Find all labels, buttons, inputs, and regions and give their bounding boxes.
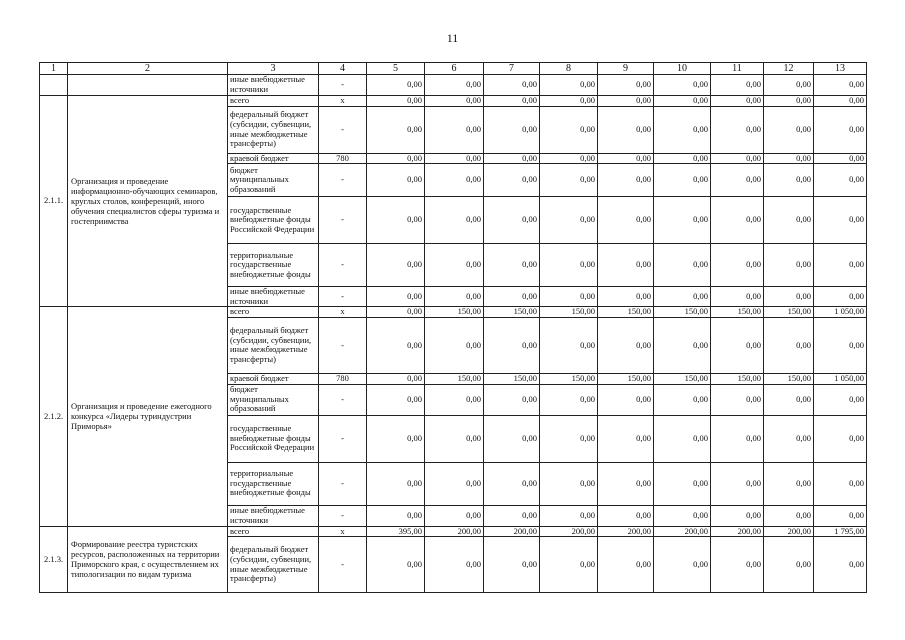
code-cell: - bbox=[319, 317, 367, 373]
item-title: Формирование реестра туристских ресурсов, расположенных на территории Приморского края, с осуществлением их типологизации по видам туризма bbox=[68, 526, 228, 593]
value-cell: 150,00 bbox=[425, 373, 484, 384]
code-cell: х bbox=[319, 307, 367, 318]
value-cell: 0,00 bbox=[540, 287, 598, 307]
value-cell: 0,00 bbox=[711, 164, 764, 197]
value-cell: 0,00 bbox=[484, 106, 540, 153]
value-cell: 0,00 bbox=[711, 106, 764, 153]
column-header: 1 bbox=[40, 63, 68, 75]
value-cell: 150,00 bbox=[540, 373, 598, 384]
funding-source-cell: государственные внебюджетные фонды Российской Федерации bbox=[228, 197, 319, 244]
value-cell: 0,00 bbox=[484, 537, 540, 593]
value-cell: 0,00 bbox=[367, 384, 425, 415]
value-cell: 200,00 bbox=[598, 526, 654, 537]
value-cell: 0,00 bbox=[484, 75, 540, 96]
value-cell: 0,00 bbox=[711, 415, 764, 462]
value-cell: 0,00 bbox=[654, 244, 711, 287]
value-cell: 0,00 bbox=[484, 244, 540, 287]
value-cell: 0,00 bbox=[598, 505, 654, 526]
value-cell: 0,00 bbox=[711, 537, 764, 593]
value-cell: 0,00 bbox=[540, 244, 598, 287]
value-cell: 0,00 bbox=[484, 96, 540, 107]
table-row bbox=[40, 526, 867, 537]
value-cell: 0,00 bbox=[764, 505, 814, 526]
value-cell: 1 050,00 bbox=[814, 307, 867, 318]
value-cell: 0,00 bbox=[764, 153, 814, 164]
value-cell: 0,00 bbox=[764, 462, 814, 505]
value-cell: 0,00 bbox=[764, 244, 814, 287]
value-cell: 0,00 bbox=[484, 164, 540, 197]
funding-source-cell: территориальные государственные внебюджетные фонды bbox=[228, 462, 319, 505]
value-cell: 1 050,00 bbox=[814, 373, 867, 384]
value-cell: 0,00 bbox=[654, 96, 711, 107]
code-cell: х bbox=[319, 96, 367, 107]
value-cell: 0,00 bbox=[814, 287, 867, 307]
funding-source-cell: всего bbox=[228, 307, 319, 318]
value-cell: 0,00 bbox=[711, 317, 764, 373]
value-cell: 0,00 bbox=[598, 244, 654, 287]
value-cell: 0,00 bbox=[540, 317, 598, 373]
value-cell: 0,00 bbox=[425, 244, 484, 287]
value-cell: 0,00 bbox=[764, 415, 814, 462]
value-cell: 0,00 bbox=[598, 384, 654, 415]
column-header: 9 bbox=[598, 63, 654, 75]
value-cell: 0,00 bbox=[814, 462, 867, 505]
item-title: Организация и проведение ежегодного конкурса «Лидеры туриндустрии Приморья» bbox=[68, 307, 228, 526]
code-cell: - bbox=[319, 505, 367, 526]
funding-source-cell: краевой бюджет bbox=[228, 153, 319, 164]
value-cell: 0,00 bbox=[711, 287, 764, 307]
value-cell: 0,00 bbox=[540, 537, 598, 593]
value-cell: 150,00 bbox=[598, 373, 654, 384]
code-cell: - bbox=[319, 384, 367, 415]
code-cell: - bbox=[319, 537, 367, 593]
value-cell: 0,00 bbox=[654, 164, 711, 197]
value-cell: 0,00 bbox=[654, 287, 711, 307]
value-cell: 0,00 bbox=[814, 164, 867, 197]
code-cell: 780 bbox=[319, 373, 367, 384]
value-cell: 0,00 bbox=[814, 106, 867, 153]
page-number: 11 bbox=[446, 31, 459, 45]
value-cell: 0,00 bbox=[367, 505, 425, 526]
value-cell: 0,00 bbox=[367, 164, 425, 197]
value-cell: 150,00 bbox=[654, 373, 711, 384]
value-cell: 0,00 bbox=[425, 415, 484, 462]
code-cell: - bbox=[319, 75, 367, 96]
value-cell: 150,00 bbox=[711, 307, 764, 318]
value-cell: 0,00 bbox=[654, 317, 711, 373]
code-cell: - bbox=[319, 197, 367, 244]
column-header: 6 bbox=[425, 63, 484, 75]
value-cell: 0,00 bbox=[598, 96, 654, 107]
value-cell: 0,00 bbox=[425, 537, 484, 593]
value-cell: 0,00 bbox=[367, 415, 425, 462]
item-index: 2.1.3. bbox=[40, 526, 68, 593]
value-cell: 0,00 bbox=[367, 106, 425, 153]
value-cell: 0,00 bbox=[711, 505, 764, 526]
value-cell: 0,00 bbox=[425, 505, 484, 526]
value-cell: 0,00 bbox=[814, 384, 867, 415]
value-cell: 0,00 bbox=[484, 317, 540, 373]
value-cell: 200,00 bbox=[711, 526, 764, 537]
code-cell: х bbox=[319, 526, 367, 537]
value-cell: 0,00 bbox=[598, 197, 654, 244]
value-cell: 0,00 bbox=[654, 415, 711, 462]
table-row bbox=[40, 307, 867, 318]
value-cell: 0,00 bbox=[598, 415, 654, 462]
index-cell-empty bbox=[40, 75, 68, 96]
value-cell: 0,00 bbox=[540, 505, 598, 526]
value-cell: 0,00 bbox=[540, 75, 598, 96]
value-cell: 0,00 bbox=[814, 96, 867, 107]
value-cell: 0,00 bbox=[814, 244, 867, 287]
value-cell: 0,00 bbox=[484, 415, 540, 462]
value-cell: 0,00 bbox=[425, 384, 484, 415]
code-cell: - bbox=[319, 462, 367, 505]
value-cell: 0,00 bbox=[654, 197, 711, 244]
value-cell: 0,00 bbox=[540, 197, 598, 244]
value-cell: 0,00 bbox=[367, 537, 425, 593]
value-cell: 0,00 bbox=[540, 153, 598, 164]
code-cell: - bbox=[319, 164, 367, 197]
value-cell: 0,00 bbox=[425, 317, 484, 373]
column-header: 4 bbox=[319, 63, 367, 75]
value-cell: 0,00 bbox=[484, 462, 540, 505]
value-cell: 200,00 bbox=[654, 526, 711, 537]
value-cell: 0,00 bbox=[367, 317, 425, 373]
value-cell: 0,00 bbox=[814, 537, 867, 593]
item-title: Организация и проведение информационно-обучающих семинаров, круглых столов, конференций, иного обучения специалистов сферы туризма и гостеприимства bbox=[68, 96, 228, 307]
item-index: 2.1.1. bbox=[40, 96, 68, 307]
value-cell: 0,00 bbox=[598, 287, 654, 307]
value-cell: 0,00 bbox=[425, 106, 484, 153]
value-cell: 0,00 bbox=[425, 96, 484, 107]
value-cell: 0,00 bbox=[540, 384, 598, 415]
funding-source-cell: федеральный бюджет (субсидии, субвенции, иные межбюджетные трансферты) bbox=[228, 106, 319, 153]
value-cell: 0,00 bbox=[367, 96, 425, 107]
value-cell: 0,00 bbox=[484, 505, 540, 526]
value-cell: 0,00 bbox=[598, 462, 654, 505]
value-cell: 0,00 bbox=[367, 75, 425, 96]
column-header: 7 bbox=[484, 63, 540, 75]
funding-source-cell: бюджет муниципальных образований bbox=[228, 164, 319, 197]
value-cell: 0,00 bbox=[598, 153, 654, 164]
value-cell: 0,00 bbox=[540, 462, 598, 505]
column-header: 11 bbox=[711, 63, 764, 75]
code-cell: - bbox=[319, 415, 367, 462]
value-cell: 0,00 bbox=[654, 384, 711, 415]
value-cell: 0,00 bbox=[540, 106, 598, 153]
value-cell: 0,00 bbox=[711, 462, 764, 505]
value-cell: 395,00 bbox=[367, 526, 425, 537]
value-cell: 0,00 bbox=[598, 164, 654, 197]
table-row bbox=[40, 75, 867, 96]
value-cell: 0,00 bbox=[367, 462, 425, 505]
code-cell: - bbox=[319, 106, 367, 153]
column-header: 5 bbox=[367, 63, 425, 75]
column-header: 10 bbox=[654, 63, 711, 75]
value-cell: 0,00 bbox=[814, 75, 867, 96]
value-cell: 0,00 bbox=[764, 197, 814, 244]
value-cell: 0,00 bbox=[598, 106, 654, 153]
funding-source-cell: территориальные государственные внебюджетные фонды bbox=[228, 244, 319, 287]
value-cell: 0,00 bbox=[598, 75, 654, 96]
value-cell: 200,00 bbox=[540, 526, 598, 537]
value-cell: 0,00 bbox=[367, 244, 425, 287]
value-cell: 0,00 bbox=[425, 75, 484, 96]
value-cell: 0,00 bbox=[711, 153, 764, 164]
value-cell: 1 795,00 bbox=[814, 526, 867, 537]
value-cell: 0,00 bbox=[764, 96, 814, 107]
value-cell: 0,00 bbox=[711, 96, 764, 107]
funding-source-cell: бюджет муниципальных образований bbox=[228, 384, 319, 415]
value-cell: 0,00 bbox=[598, 317, 654, 373]
value-cell: 150,00 bbox=[425, 307, 484, 318]
value-cell: 0,00 bbox=[711, 244, 764, 287]
code-cell: - bbox=[319, 244, 367, 287]
value-cell: 0,00 bbox=[764, 164, 814, 197]
value-cell: 150,00 bbox=[484, 373, 540, 384]
value-cell: 150,00 bbox=[764, 373, 814, 384]
value-cell: 0,00 bbox=[484, 384, 540, 415]
value-cell: 200,00 bbox=[484, 526, 540, 537]
value-cell: 0,00 bbox=[598, 537, 654, 593]
value-cell: 0,00 bbox=[367, 287, 425, 307]
value-cell: 0,00 bbox=[711, 197, 764, 244]
value-cell: 0,00 bbox=[367, 197, 425, 244]
value-cell: 0,00 bbox=[764, 106, 814, 153]
value-cell: 200,00 bbox=[425, 526, 484, 537]
funding-source-cell: федеральный бюджет (субсидии, субвенции, иные межбюджетные трансферты) bbox=[228, 537, 319, 593]
value-cell: 0,00 bbox=[711, 75, 764, 96]
table-body bbox=[40, 63, 867, 593]
value-cell: 150,00 bbox=[764, 307, 814, 318]
funding-source-cell: государственные внебюджетные фонды Российской Федерации bbox=[228, 415, 319, 462]
column-header: 3 bbox=[228, 63, 319, 75]
value-cell: 0,00 bbox=[425, 287, 484, 307]
value-cell: 0,00 bbox=[654, 462, 711, 505]
value-cell: 0,00 bbox=[425, 164, 484, 197]
value-cell: 150,00 bbox=[654, 307, 711, 318]
value-cell: 0,00 bbox=[764, 317, 814, 373]
value-cell: 150,00 bbox=[484, 307, 540, 318]
value-cell: 0,00 bbox=[484, 287, 540, 307]
value-cell: 150,00 bbox=[711, 373, 764, 384]
value-cell: 0,00 bbox=[654, 537, 711, 593]
value-cell: 0,00 bbox=[367, 153, 425, 164]
funding-source-cell: краевой бюджет bbox=[228, 373, 319, 384]
value-cell: 0,00 bbox=[367, 373, 425, 384]
value-cell: 0,00 bbox=[540, 164, 598, 197]
value-cell: 0,00 bbox=[764, 384, 814, 415]
value-cell: 0,00 bbox=[654, 106, 711, 153]
funding-source-cell: всего bbox=[228, 96, 319, 107]
value-cell: 0,00 bbox=[764, 537, 814, 593]
funding-source-cell: иные внебюджетные источники bbox=[228, 505, 319, 526]
value-cell: 0,00 bbox=[425, 197, 484, 244]
value-cell: 150,00 bbox=[598, 307, 654, 318]
value-cell: 0,00 bbox=[484, 153, 540, 164]
value-cell: 0,00 bbox=[814, 153, 867, 164]
funding-source-cell: иные внебюджетные источники bbox=[228, 287, 319, 307]
column-header: 13 bbox=[814, 63, 867, 75]
column-header: 8 bbox=[540, 63, 598, 75]
code-cell: - bbox=[319, 287, 367, 307]
column-header: 12 bbox=[764, 63, 814, 75]
item-index: 2.1.2. bbox=[40, 307, 68, 526]
title-cell-empty bbox=[68, 75, 228, 96]
value-cell: 0,00 bbox=[654, 75, 711, 96]
value-cell: 200,00 bbox=[764, 526, 814, 537]
value-cell: 0,00 bbox=[764, 287, 814, 307]
value-cell: 0,00 bbox=[425, 462, 484, 505]
value-cell: 0,00 bbox=[711, 384, 764, 415]
funding-source-cell: всего bbox=[228, 526, 319, 537]
value-cell: 0,00 bbox=[540, 96, 598, 107]
header-row bbox=[40, 63, 867, 75]
funding-source-cell: федеральный бюджет (субсидии, субвенции, иные межбюджетные трансферты) bbox=[228, 317, 319, 373]
column-header: 2 bbox=[68, 63, 228, 75]
value-cell: 0,00 bbox=[814, 415, 867, 462]
budget-table bbox=[39, 62, 867, 593]
value-cell: 0,00 bbox=[654, 153, 711, 164]
value-cell: 0,00 bbox=[814, 317, 867, 373]
code-cell: 780 bbox=[319, 153, 367, 164]
value-cell: 0,00 bbox=[425, 153, 484, 164]
value-cell: 0,00 bbox=[484, 197, 540, 244]
funding-source-cell: иные внебюджетные источники bbox=[228, 75, 319, 96]
value-cell: 150,00 bbox=[540, 307, 598, 318]
value-cell: 0,00 bbox=[367, 307, 425, 318]
value-cell: 0,00 bbox=[814, 197, 867, 244]
table-row bbox=[40, 96, 867, 107]
value-cell: 0,00 bbox=[814, 505, 867, 526]
value-cell: 0,00 bbox=[540, 415, 598, 462]
value-cell: 0,00 bbox=[654, 505, 711, 526]
value-cell: 0,00 bbox=[764, 75, 814, 96]
